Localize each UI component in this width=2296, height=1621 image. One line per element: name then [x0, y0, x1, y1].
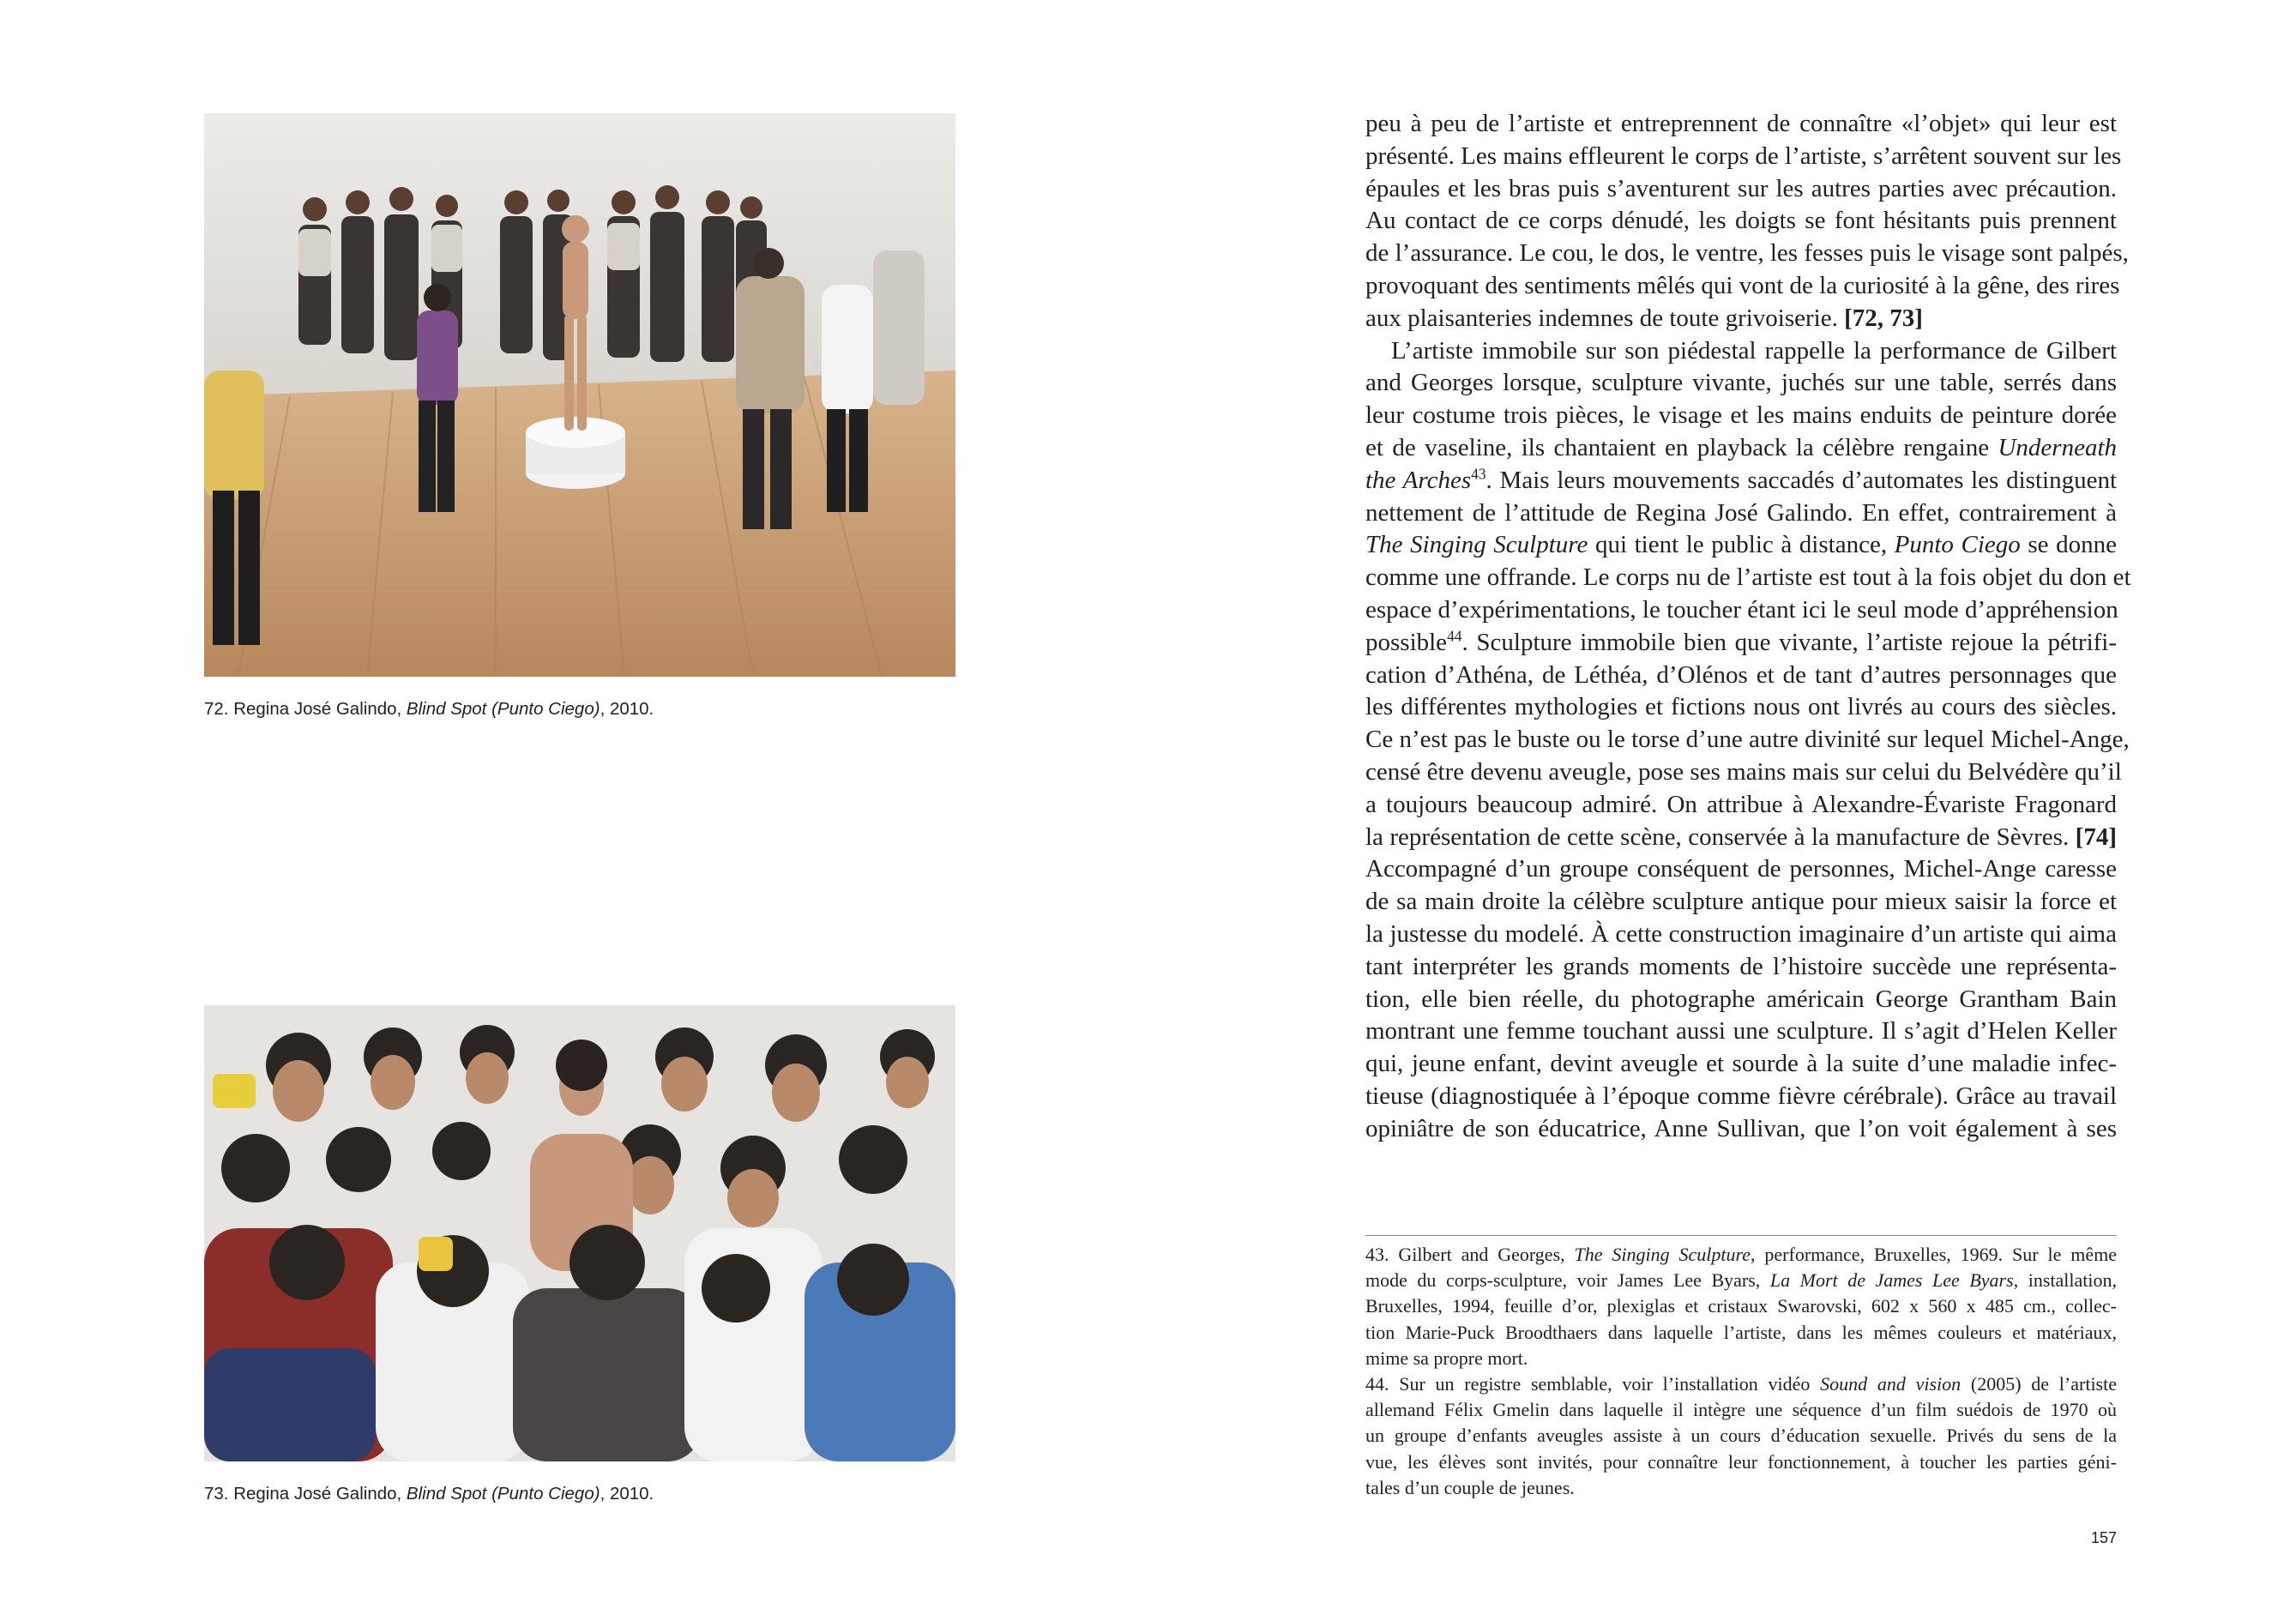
- body-line: montrant une femme touchant aussi une sculpture. Il s’agit d’Helen Keller: [1365, 1017, 2117, 1046]
- footnote-line: un groupe d’enfants aveugles assiste à un cours d’éducation sexuelle. Privés du sens de la: [1365, 1425, 2117, 1447]
- body-line: Accompagné d’un groupe conséquent de personnes, Michel-Ange caresse: [1365, 855, 2117, 883]
- footnote-line: tales d’un couple de jeunes.: [1365, 1476, 1575, 1498]
- footnotes: [1365, 1242, 2117, 1501]
- body-line: censé être devenu aveugle, pose ses mains mais sur celui du Belvédère qu’il: [1365, 757, 2122, 786]
- footnote-line: mime sa propre mort.: [1365, 1347, 1528, 1369]
- body-line: and Georges lorsque, sculpture vivante, juchés sur une table, serrés dans: [1365, 369, 2117, 397]
- body-line: espace d’expérimentations, le toucher étant ici le seul mode d’appréhension: [1365, 595, 2118, 624]
- body-line: possible$^{44}$. Sculpture immobile bien que vivante, l’artiste rejoue la pétrifi-: [1365, 627, 2117, 656]
- footnote-line: allemand Félix Gmelin dans laquelle il intègre une séquence d’un film suédois de 1970 où: [1365, 1399, 2117, 1421]
- body-line: the Arches$^{43}$. Mais leurs mouvements saccadés d’automates les distinguent: [1365, 465, 2117, 494]
- body-line: The Singing Sculpture qui tient le public à distance, Punto Ciego se donne: [1365, 531, 2118, 559]
- body-line: et de vaseline, ils chantaient en playback la célèbre rengaine Underneath: [1365, 433, 2117, 461]
- body-line: tion, elle bien réelle, du photographe américain George Grantham Bain: [1365, 985, 2117, 1013]
- footnote-marker: 44: [1447, 627, 1462, 645]
- body-line: provoquant des sentiments mêlés qui vont de la curiosité à la gêne, des rires: [1365, 271, 2120, 299]
- figure-reference: [72, 73]: [1844, 304, 1923, 332]
- footnote-line: vue, les élèves sont invités, pour connaître leur fonctionnement, à toucher les parties géni-: [1365, 1450, 2117, 1473]
- figure-73-photo: [204, 1005, 955, 1461]
- figure-72-photo: [204, 113, 955, 677]
- body-line: épaules et les bras puis s’aventurent sur les autres parties avec précaution.: [1365, 174, 2117, 202]
- body-line: leur costume trois pièces, le visage et les mains enduits de peinture dorée: [1365, 401, 2117, 430]
- body-line: peu à peu de l’artiste et entreprennent de connaître «l’objet» qui leur est: [1365, 110, 2117, 137]
- body-line: la représentation de cette scène, conservée à la manufacture de Sèvres. [74]: [1365, 823, 2117, 851]
- body-line: cation d’Athéna, de Léthéa, d’Olénos et de tant d’autres personnages que: [1365, 660, 2117, 689]
- footnote-line: tion Marie-Puck Broodthaers dans laquelle l’artiste, dans les mêmes couleurs et matériaux,: [1365, 1321, 2117, 1343]
- body-line: opiniâtre de son éducatrice, Anne Sullivan, que l’on voit également à ses: [1365, 1114, 2117, 1142]
- figure-72-caption: 72. Regina José Galindo, Blind Spot (Punto Ciego), 2010.: [204, 699, 654, 719]
- footnote-rule: [1365, 1235, 2117, 1236]
- body-line: tant interpréter les grands moments de l’histoire succède une représenta-: [1365, 952, 2117, 980]
- footnote-line: mode du corps-sculpture, voir James Lee Byars, La Mort de James Lee Byars, installation,: [1365, 1269, 2118, 1292]
- body-line: la justesse du modelé. À cette construction imaginaire d’un artiste qui aima: [1365, 919, 2117, 948]
- footnote-line: 43. Gilbert and Georges, The Singing Sculpture, performance, Bruxelles, 1969. Sur le même: [1365, 1244, 2117, 1265]
- body-line: comme une offrande. Le corps nu de l’artiste est tout à la fois objet du don et: [1365, 563, 2131, 592]
- footnote-line: 44. Sur un registre semblable, voir l’installation vidéo Sound and vision (2005) de l’artiste: [1365, 1373, 2117, 1395]
- body-line: aux plaisanteries indemnes de toute grivoiserie. [72, 73]: [1365, 304, 1923, 332]
- body-line: de sa main droite la célèbre sculpture antique pour mieux saisir la force et: [1365, 888, 2117, 916]
- footnote-line: Bruxelles, 1994, feuille d’or, plexiglas et cristaux Swarovski, 602 x 560 x 485 cm., collec-: [1365, 1295, 2117, 1317]
- page-number: 157: [2091, 1529, 2118, 1546]
- body-line: tieuse (diagnostiquée à l’époque comme fièvre cérébrale). Grâce au travail: [1365, 1082, 2117, 1110]
- body-line: a toujours beaucoup admiré. On attribue à Alexandre-Évariste Fragonard: [1365, 790, 2117, 818]
- body-line: Au contact de ce corps dénudé, les doigts se font hésitants puis prennent: [1365, 207, 2117, 235]
- body-line: Ce n’est pas le buste ou le torse d’une autre divinité sur lequel Michel-Ange,: [1365, 726, 2130, 754]
- body-line: L’artiste immobile sur son piédestal rappelle la performance de Gilbert: [1391, 336, 2117, 365]
- body-line: nettement de l’attitude de Regina José Galindo. En effet, contrairement à: [1365, 498, 2117, 527]
- figure-reference: [74]: [2075, 823, 2117, 851]
- body-line: qui, jeune enfant, devint aveugle et sourde à la suite d’une maladie infec-: [1365, 1050, 2117, 1078]
- figure-73-caption: 73. Regina José Galindo, Blind Spot (Punto Ciego), 2010.: [204, 1484, 654, 1503]
- body-line: les différentes mythologies et fictions nous ont livrés au cours des siècles.: [1365, 693, 2117, 721]
- body-line: présenté. Les mains effleurent le corps de l’artiste, s’arrêtent souvent sur les: [1365, 142, 2122, 170]
- footnote-marker: 43: [1471, 465, 1486, 483]
- body-line: de l’assurance. Le cou, le dos, le ventre, les fesses puis le visage sont palpés,: [1365, 239, 2129, 268]
- body-text: [1365, 108, 2131, 1146]
